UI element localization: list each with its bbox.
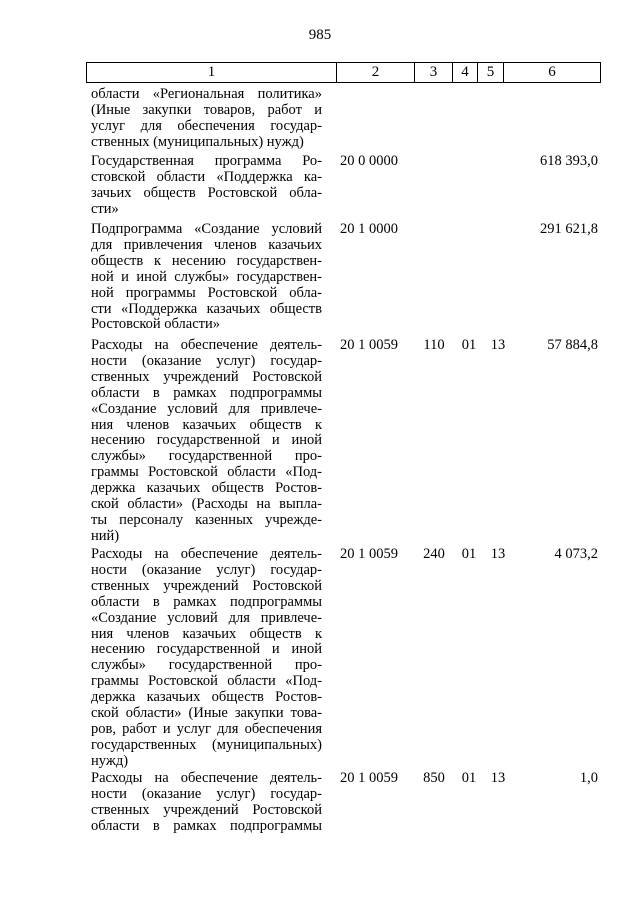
description-line: Государственная программа Ро- xyxy=(91,153,322,169)
section-code: 01 xyxy=(461,770,477,786)
description-line: ственных учреждений Ростовской xyxy=(91,801,322,818)
description-line: области «Региональная политика» xyxy=(91,86,322,102)
description-line: для привлечения членов казачьих xyxy=(91,236,322,253)
description-line: граммы Ростовской области «Под- xyxy=(91,464,322,481)
description-line: нужд) xyxy=(91,752,129,769)
expense-type-code: 240 xyxy=(423,546,445,562)
description-line: несению государственной и иной xyxy=(91,641,322,658)
description-line: Подпрограмма «Создание условий xyxy=(91,221,322,237)
amount: 618 393,0 xyxy=(540,153,598,169)
description-line: ственных учреждений Ростовской xyxy=(91,368,322,385)
section-code: 01 xyxy=(461,337,477,353)
description-line: ний) xyxy=(91,527,120,544)
row-description xyxy=(91,338,322,545)
description-line: ности (оказание услуг) государ- xyxy=(91,785,322,802)
description-line: ния членов казачьих обществ к xyxy=(91,416,322,433)
description-line: услуг для обеспечения государ- xyxy=(91,117,322,134)
description-line: граммы Ростовской области «Под- xyxy=(91,673,322,690)
description-line: Расходы на обеспечение деятель- xyxy=(91,337,322,353)
subsection-code: 13 xyxy=(490,770,506,786)
description-line: зачьих обществ Ростовской обла- xyxy=(91,184,322,201)
row-description xyxy=(91,222,322,333)
description-line: области в рамках подпрограммы xyxy=(91,593,322,610)
description-line: ной и иной службы» государствен- xyxy=(91,268,322,285)
description-line: ской области» (Расходы на выпла- xyxy=(91,496,322,513)
header-col-3: 3 xyxy=(415,63,453,83)
description-line: области в рамках подпрограммы xyxy=(91,384,322,401)
description-line: государственных (муниципальных) xyxy=(91,736,322,753)
page-number: 985 xyxy=(308,27,332,43)
table-header xyxy=(86,62,601,83)
header-col-5: 5 xyxy=(478,63,504,83)
description-line: области в рамках подпрограммы xyxy=(91,817,322,834)
target-article-code: 20 1 0059 xyxy=(340,546,398,562)
description-line: Ростовской области» xyxy=(91,316,221,333)
description-line: (Иные закупки товаров, работ и xyxy=(91,101,322,118)
amount: 4 073,2 xyxy=(554,546,598,562)
description-line: «Создание условий для привлече- xyxy=(91,400,322,417)
amount: 1,0 xyxy=(579,770,598,786)
expense-type-code: 850 xyxy=(423,770,445,786)
target-article-code: 20 1 0000 xyxy=(340,221,398,237)
header-col-6: 6 xyxy=(504,63,601,83)
row-description xyxy=(91,154,322,218)
target-article-code: 20 0 0000 xyxy=(340,153,398,169)
description-line: службы» государственной про- xyxy=(91,448,322,465)
description-line: держка казачьих обществ Ростов- xyxy=(91,689,322,706)
description-line: стовской области «Поддержка ка- xyxy=(91,168,322,185)
description-line: службы» государственной про- xyxy=(91,657,322,674)
description-line: ности (оказание услуг) государ- xyxy=(91,352,322,369)
subsection-code: 13 xyxy=(490,546,506,562)
description-line: несению государственной и иной xyxy=(91,432,322,449)
description-line: ров, работ и услуг для обеспечения xyxy=(91,720,322,737)
description-line: ственных (муниципальных) нужд) xyxy=(91,133,304,150)
header-col-1: 1 xyxy=(87,63,337,83)
description-line: «Создание условий для привлече- xyxy=(91,609,322,626)
description-line: держка казачьих обществ Ростов- xyxy=(91,480,322,497)
description-line: Расходы на обеспечение деятель- xyxy=(91,546,322,562)
subsection-code: 13 xyxy=(490,337,506,353)
amount: 291 621,8 xyxy=(540,221,598,237)
row-description xyxy=(91,771,322,835)
header-col-2: 2 xyxy=(337,63,415,83)
amount: 57 884,8 xyxy=(547,337,598,353)
row-description xyxy=(91,87,322,151)
description-line: ственных учреждений Ростовской xyxy=(91,577,322,594)
target-article-code: 20 1 0059 xyxy=(340,770,398,786)
description-line: ты персоналу казенных учрежде- xyxy=(91,511,322,528)
description-line: ности (оказание услуг) государ- xyxy=(91,561,322,578)
description-line: сти» xyxy=(91,200,119,217)
description-line: обществ к несению государствен- xyxy=(91,252,322,269)
description-line: ния членов казачьих обществ к xyxy=(91,625,322,642)
row-description xyxy=(91,547,322,770)
target-article-code: 20 1 0059 xyxy=(340,337,398,353)
description-line: ской области» (Иные закупки това- xyxy=(91,705,322,722)
header-col-4: 4 xyxy=(453,63,478,83)
description-line: ной программы Ростовской обла- xyxy=(91,284,322,301)
expense-type-code: 110 xyxy=(423,337,445,353)
description-line: Расходы на обеспечение деятель- xyxy=(91,770,322,786)
section-code: 01 xyxy=(461,546,477,562)
description-line: сти «Поддержка казачьих обществ xyxy=(91,300,322,317)
